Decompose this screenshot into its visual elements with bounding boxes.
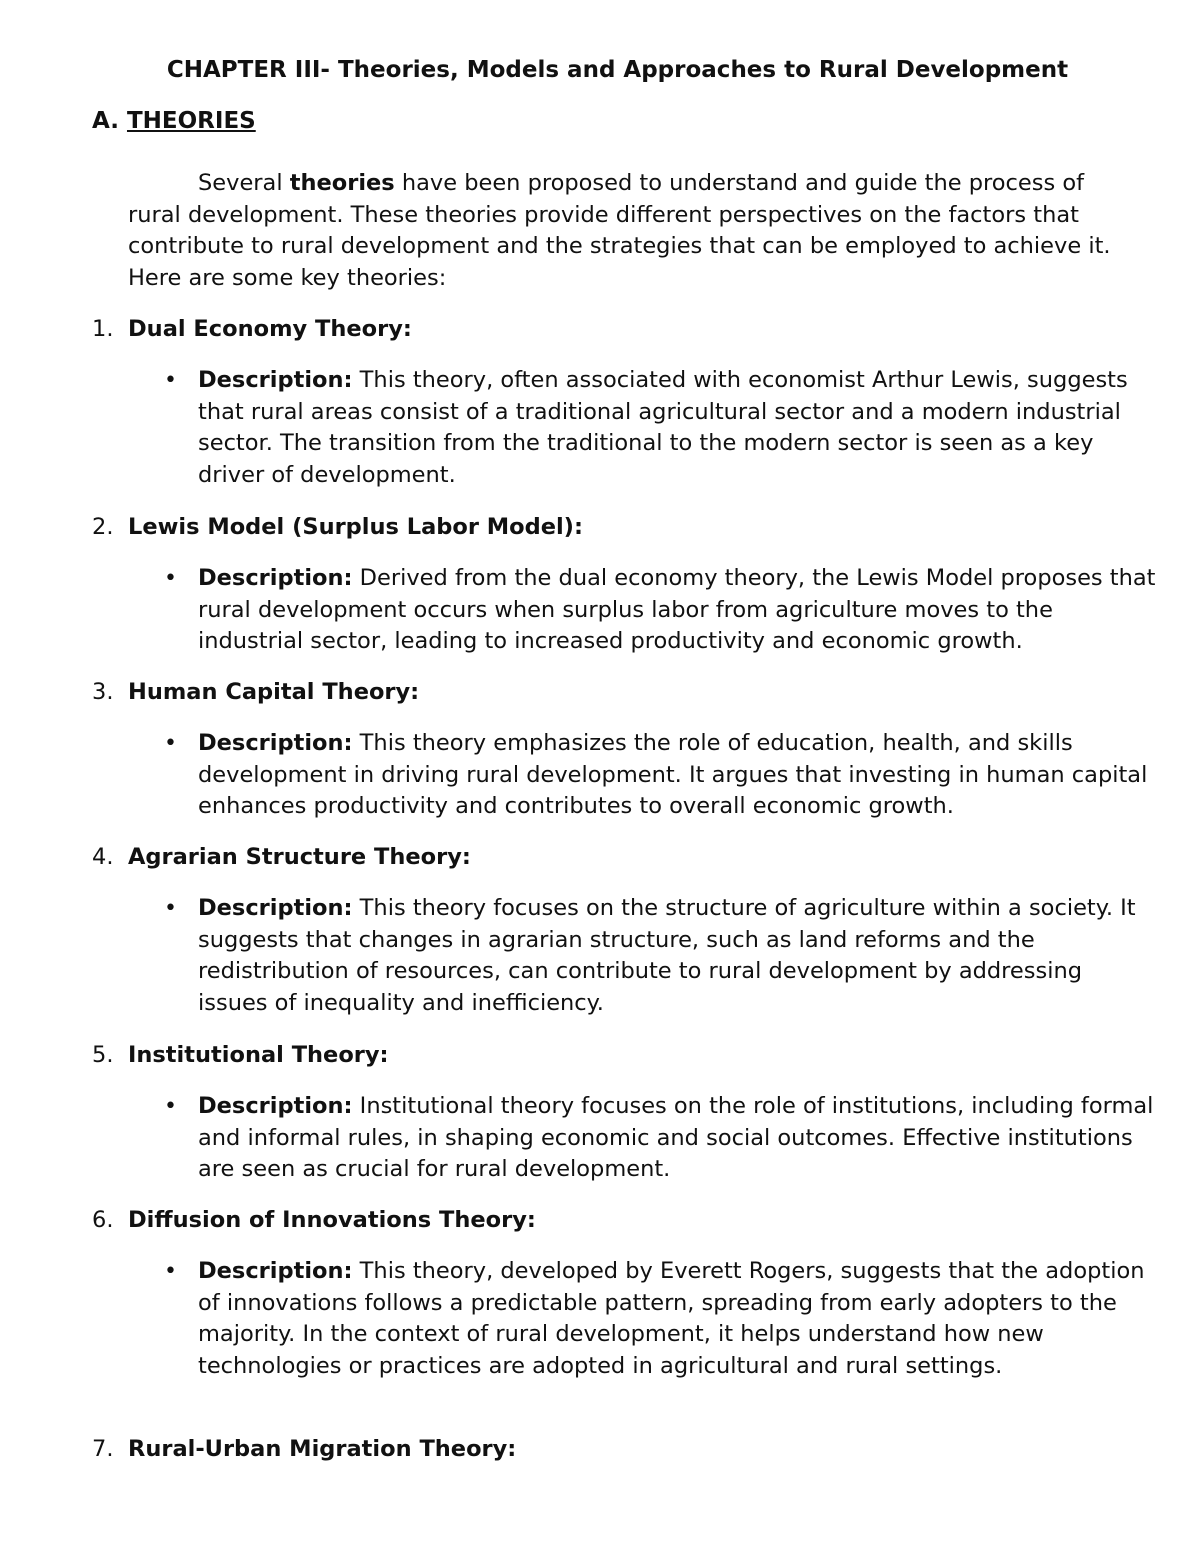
description-text: This theory, developed by Everett Rogers, suggests that the adoption of innovations follows a predictable pattern, spreading from early adopters to the majority. In the context of rural development, it helps understand how new technologies or practices are adopted in agricultural and rural settings. <box>198 1258 1145 1379</box>
description-label: Description: <box>198 1093 353 1119</box>
theory-title <box>92 512 1152 542</box>
theory-title-text: Institutional Theory: <box>128 1042 389 1068</box>
theory-description <box>92 728 1158 823</box>
theory-description <box>92 893 1158 1019</box>
bullet-icon: • <box>164 566 177 591</box>
description-text: Institutional theory focuses on the role of institutions, including formal and informal rules, in shaping economic and social outcomes. Effective institutions are seen as crucial for rural development. <box>198 1093 1154 1182</box>
intro-bold-word: theories <box>289 170 395 196</box>
bullet-icon: • <box>164 368 177 393</box>
theory-title <box>92 1434 1152 1464</box>
intro-rest: have been proposed to understand and guide the process of rural development. These theories provide different perspectives on the factors that contribute to rural development and the strategies that can be employed to achieve it. Here are some key theories: <box>128 170 1111 291</box>
theory-title-text: Human Capital Theory: <box>128 679 420 705</box>
theory-description <box>92 563 1158 658</box>
theory-title <box>92 314 1152 344</box>
theory-number: 7. <box>92 1436 114 1462</box>
section-title: THEORIES <box>126 108 256 134</box>
theory-title-text: Diffusion of Innovations Theory: <box>128 1207 536 1233</box>
description-label: Description: <box>198 895 353 921</box>
theory-item <box>92 1205 1152 1382</box>
section-letter: A. <box>92 108 119 134</box>
theory-item <box>92 1434 1152 1464</box>
theory-number: 5. <box>92 1042 114 1068</box>
intro-prefix: Several <box>198 170 290 196</box>
theory-number: 4. <box>92 844 114 870</box>
chapter-title: CHAPTER III- Theories, Models and Approaches to Rural Development <box>166 57 1069 83</box>
theory-description <box>92 1091 1158 1186</box>
bullet-icon: • <box>164 1259 177 1284</box>
description-label: Description: <box>198 730 353 756</box>
theory-description <box>92 1256 1158 1382</box>
intro-paragraph <box>128 168 1138 294</box>
theory-title <box>92 842 1152 872</box>
theory-item <box>92 512 1156 658</box>
description-label: Description: <box>198 1258 353 1284</box>
description-text: This theory emphasizes the role of education, health, and skills development in driving rural development. It argues that investing in human capital enhances productivity and contributes to overall economic growth. <box>198 730 1148 819</box>
theory-title <box>92 1040 1152 1070</box>
theory-number: 2. <box>92 514 114 540</box>
theory-item <box>92 1040 1152 1186</box>
theory-item <box>92 677 1152 823</box>
theory-title <box>92 1205 1152 1235</box>
theory-number: 6. <box>92 1207 114 1233</box>
theory-number: 1. <box>92 316 114 342</box>
description-text: Derived from the dual economy theory, the Lewis Model proposes that rural development occurs when surplus labor from agriculture moves to the industrial sector, leading to increased productivity and economic growth. <box>198 565 1156 654</box>
description-text: This theory, often associated with economist Arthur Lewis, suggests that rural areas consist of a traditional agricultural sector and a modern industrial sector. The transition from the traditional to the modern sector is seen as a key driver of development. <box>198 367 1128 488</box>
theory-title-text: Agrarian Structure Theory: <box>128 844 471 870</box>
description-label: Description: <box>198 367 353 393</box>
theory-item <box>92 842 1152 1019</box>
theory-title-text: Lewis Model (Surplus Labor Model): <box>128 514 583 540</box>
theory-description <box>92 365 1158 491</box>
description-label: Description: <box>198 565 353 591</box>
theory-number: 3. <box>92 679 114 705</box>
bullet-icon: • <box>164 1094 177 1119</box>
bullet-icon: • <box>164 731 177 756</box>
description-text: This theory focuses on the structure of agriculture within a society. It suggests that changes in agrarian structure, such as land reforms and the redistribution of resources, can contribute to rural development by addressing issues of inequality and inefficiency. <box>198 895 1136 1016</box>
theory-title <box>92 677 1152 707</box>
bullet-icon: • <box>164 896 177 921</box>
theory-title-text: Dual Economy Theory: <box>128 316 412 342</box>
section-heading <box>92 106 256 136</box>
theory-item <box>92 314 1152 491</box>
theory-title-text: Rural-Urban Migration Theory: <box>128 1436 517 1462</box>
